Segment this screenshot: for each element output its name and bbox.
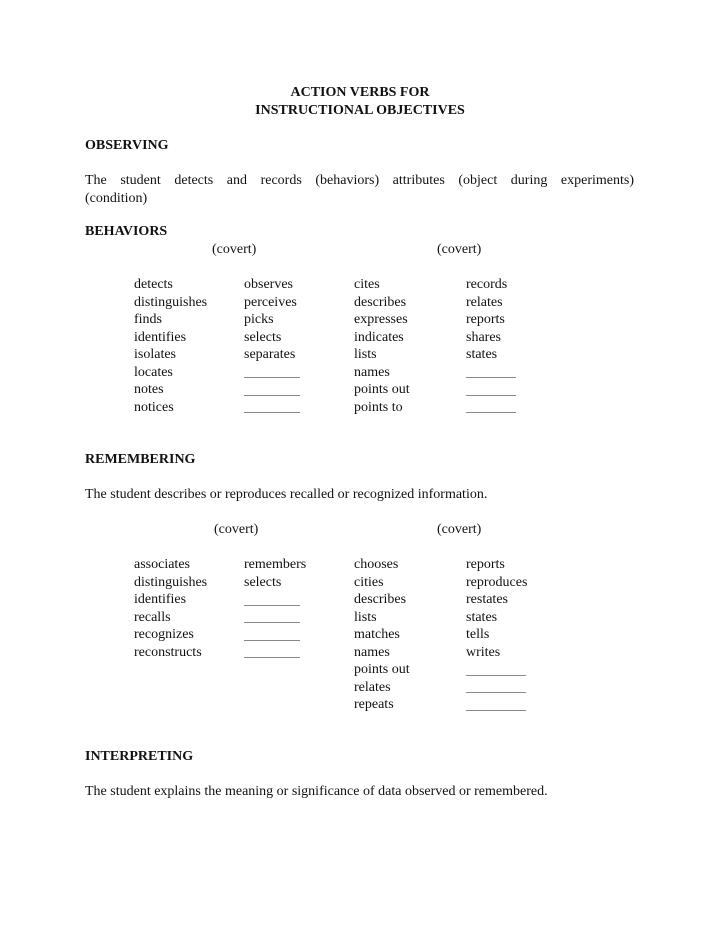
- observing-heading: OBSERVING: [85, 138, 169, 153]
- verb-item: isolates: [134, 347, 176, 362]
- verb-item: names: [354, 364, 390, 380]
- verb-item: recognizes: [134, 627, 194, 642]
- blank-line: [244, 591, 306, 609]
- verb-item: distinguishes: [134, 294, 208, 310]
- verb-item: reconstructs: [134, 644, 202, 660]
- verb-item: matches: [354, 627, 400, 642]
- blank-line: [244, 644, 306, 662]
- blank-line: [466, 661, 527, 679]
- blank-line: [244, 399, 297, 417]
- verb-item: reports: [466, 312, 505, 327]
- blank-line: [466, 399, 507, 417]
- verb-item: identifies: [134, 329, 187, 345]
- verb-item: repeats: [354, 697, 394, 712]
- remembering-paragraph: The student describes or reproduces recalled or recognized information.: [85, 487, 488, 502]
- verb-item: lists: [354, 609, 377, 625]
- remembering-heading: REMEMBERING: [85, 452, 196, 467]
- verb-item: separates: [244, 347, 296, 362]
- verb-item: distinguishes: [134, 574, 208, 590]
- behaviors-covert-left: (covert): [212, 242, 257, 257]
- blank-line: [244, 381, 297, 399]
- verb-item: indicates: [354, 329, 404, 345]
- verb-item: states: [466, 347, 498, 362]
- observing-paragraph-line-2: (condition): [85, 190, 148, 206]
- behaviors-column-4: [466, 276, 507, 416]
- behaviors-covert-right: (covert): [437, 242, 482, 257]
- observing-paragraph-line-1: The student detects and records (behaviors) attributes (object during experiments): [85, 173, 634, 188]
- verb-item: points out: [354, 662, 410, 677]
- verb-item: describes: [354, 592, 407, 607]
- verb-item: relates: [354, 679, 391, 695]
- blank-line: [466, 364, 507, 382]
- verb-item: lists: [354, 347, 377, 362]
- remembering-column-4: [466, 556, 527, 714]
- behaviors-column-3: [354, 276, 410, 416]
- verb-item: records: [466, 277, 508, 292]
- verb-item: describes: [354, 294, 407, 310]
- verb-item: names: [354, 644, 390, 660]
- verb-item: selects: [244, 574, 282, 590]
- blank-line: [244, 364, 297, 382]
- verb-item: remembers: [244, 557, 307, 572]
- verb-item: chooses: [354, 557, 399, 572]
- verb-item: perceives: [244, 294, 297, 310]
- verb-item: relates: [466, 294, 503, 310]
- verb-item: associates: [134, 557, 190, 572]
- verb-item: picks: [244, 312, 274, 327]
- verb-item: shares: [466, 329, 501, 345]
- blank-line: [466, 381, 507, 399]
- blank-line: [244, 609, 306, 627]
- verb-item: notes: [134, 382, 164, 397]
- verb-item: tells: [466, 627, 490, 642]
- blank-line: [244, 626, 306, 644]
- remembering-column-3: [354, 556, 410, 714]
- behaviors-heading: BEHAVIORS: [85, 224, 168, 239]
- remembering-column-1: [134, 556, 207, 661]
- verb-item: writes: [466, 644, 501, 660]
- remembering-covert-right: (covert): [437, 522, 482, 537]
- verb-item: cities: [354, 574, 384, 590]
- document-title-line-1: ACTION VERBS FOR: [290, 85, 430, 100]
- verb-item: detects: [134, 277, 173, 292]
- verb-item: selects: [244, 329, 282, 345]
- blank-line: [466, 679, 527, 697]
- verb-item: notices: [134, 399, 174, 415]
- verb-item: locates: [134, 364, 173, 380]
- verb-item: points to: [354, 399, 403, 415]
- remembering-covert-left: (covert): [214, 522, 259, 537]
- verb-item: cites: [354, 277, 380, 292]
- verb-item: observes: [244, 277, 293, 292]
- verb-item: reproduces: [466, 574, 528, 590]
- verb-item: recalls: [134, 609, 171, 625]
- behaviors-column-1: [134, 276, 207, 416]
- document-title-line-2: INSTRUCTIONAL OBJECTIVES: [255, 103, 465, 118]
- verb-item: finds: [134, 312, 162, 327]
- verb-item: states: [466, 609, 498, 625]
- interpreting-heading: INTERPRETING: [85, 749, 194, 764]
- verb-item: identifies: [134, 592, 187, 607]
- remembering-column-2: [244, 556, 306, 661]
- verb-item: expresses: [354, 312, 408, 327]
- verb-item: reports: [466, 557, 505, 572]
- blank-line: [466, 696, 527, 714]
- interpreting-paragraph: The student explains the meaning or significance of data observed or remembered.: [85, 784, 548, 799]
- verb-item: points out: [354, 382, 410, 397]
- behaviors-column-2: [244, 276, 297, 416]
- verb-item: restates: [466, 592, 508, 607]
